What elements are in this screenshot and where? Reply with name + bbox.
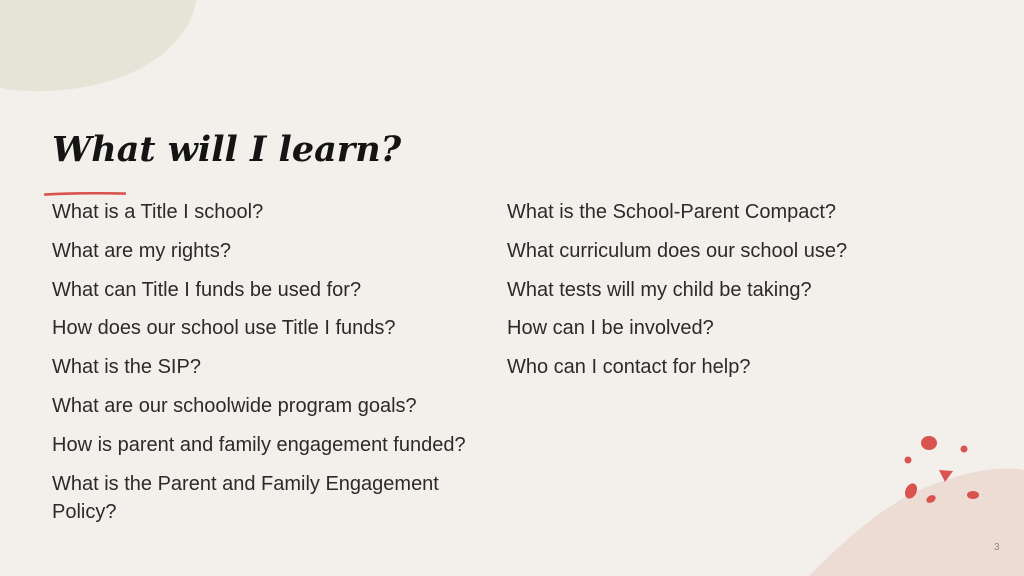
question-item: What are our schoolwide program goals? [52, 394, 417, 417]
slide-title: What will I learn? [52, 129, 402, 170]
question-item: What is the Parent and Family Engagement Policy? [52, 472, 439, 523]
question-item: What curriculum does our school use? [507, 239, 848, 262]
decorative-dot [903, 481, 920, 500]
decorative-dot [905, 457, 912, 464]
question-item: Who can I contact for help? [507, 356, 751, 379]
title-accent-underline [44, 192, 126, 196]
question-item: What tests will my child be taking? [507, 278, 812, 301]
question-item: How can I be involved? [507, 317, 714, 340]
question-list-right [507, 198, 967, 392]
question-item: What can Title I funds be used for? [52, 278, 362, 301]
page-number: 3 [994, 542, 1000, 553]
decorative-dot [921, 436, 937, 450]
decorative-dot [925, 493, 937, 504]
question-item: How is parent and family engagement funded? [52, 433, 466, 456]
decorative-blob-top-left [0, 0, 200, 95]
question-item: What is the SIP? [52, 356, 201, 379]
question-item: What is the School-Parent Compact? [507, 201, 837, 223]
question-list-left [52, 198, 502, 536]
decorative-dot [967, 491, 979, 499]
question-item: What is a Title I school? [52, 201, 264, 223]
decorative-dots [895, 430, 990, 510]
decorative-dot [961, 446, 968, 453]
question-item: How does our school use Title I funds? [52, 317, 396, 340]
question-item: What are my rights? [52, 239, 231, 262]
decorative-dot [939, 470, 953, 482]
